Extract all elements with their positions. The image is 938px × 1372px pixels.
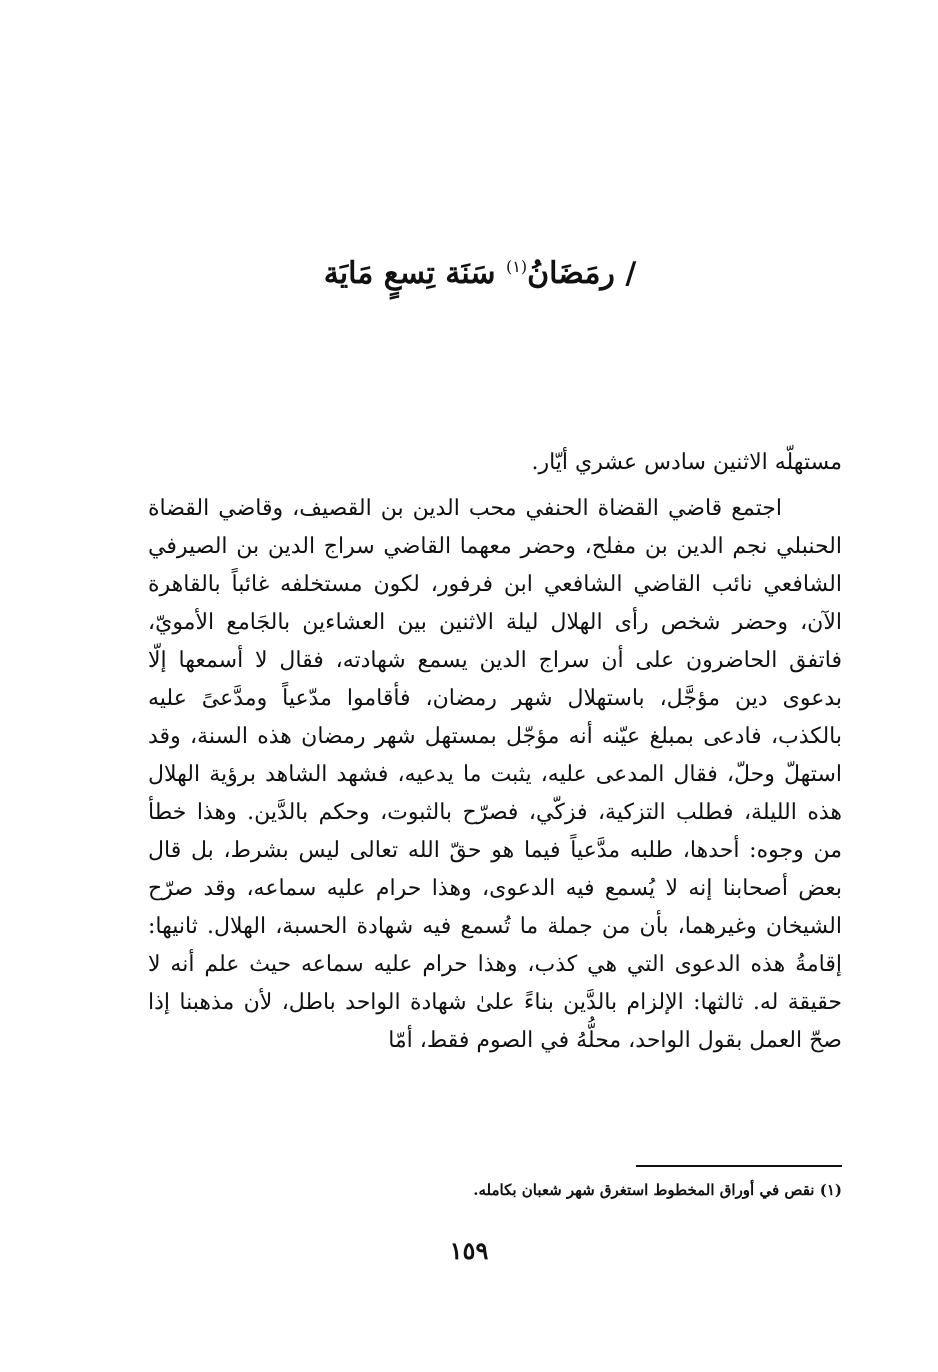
title-rest: سَنَة تِسعٍ مَايَة (323, 256, 496, 291)
footnote-divider (636, 1165, 842, 1167)
title-month: رمَضَانُ (527, 256, 615, 291)
page-title (300, 256, 660, 291)
footnote-text: نقص في أوراق المخطوط استغرق شهر شعبان بكامله. (473, 1181, 815, 1199)
page-number: ١٥٩ (449, 1236, 489, 1265)
footnote (340, 1181, 842, 1199)
title-mark: / (625, 256, 637, 291)
body-paragraph: اجتمع قاضي القضاة الحنفي محب الدين بن القصيف، وقاضي القضاة الحنبلي نجم الدين بن مفلح، وحضر معهما القاضي سراج الدين بن الصيرفي الشافعي نائب القاضي الشافعي ابن فرفور، لكون مستخلفه غائباً بالقاهرة الآن، وحضر شخص رأى الهلال ليلة الاثنين بين العشاءين بالجَامع الأمويّ، فاتفق الحاضرون على أن سراج الدين يسمع شهادته، فقال لا أسمعها إلّا بدعوى دين مؤجَّل، باستهلال شهر رمضان، فأقاموا مدّعياً ومدَّعىً عليه بالكذب، فادعى بمبلغ عيّنه أنه مؤجّل بمستهل شهر رمضان هذه السنة، وقد استهلّ وحلّ، فقال المدعى عليه، يثبت ما يدعيه، فشهد الشاهد برؤية الهلال هذه الليلة، فطلب التزكية، فزكّي، فصرّح بالثبوت، وحكم بالدَّين. وهذا خطأ من وجوه: أحدها، طلبه مدَّعياً فيما هو حقّ الله تعالى ليس بشرط، بل قال بعض أصحابنا إنه لا يُسمع فيه الدعوى، وهذا حرام عليه سماعه، وقد صرّح الشيخان وغيرهما، بأن من جملة ما تُسمع فيه شهادة الحسبة، الهلال. ثانيها: إقامةُ هذه الدعوى التي هي كذب، وهذا حرام عليه سماعه حيث علم أنه لا حقيقة له. ثالثها: الإلزام بالدَّين بناءً علىٰ شهادة الواحد باطل، لأن مذهبنا إذا صحّ العمل بقول الواحد، محلُّهُ في الصوم فقط، أمّا (148, 496, 842, 1053)
title-footnote-ref: (١) (506, 257, 528, 276)
opening-line: مستهلّه الاثنين سادس عشري أيّار. (531, 450, 842, 475)
footnote-marker: (١) (819, 1181, 842, 1199)
body-text (148, 444, 842, 1060)
